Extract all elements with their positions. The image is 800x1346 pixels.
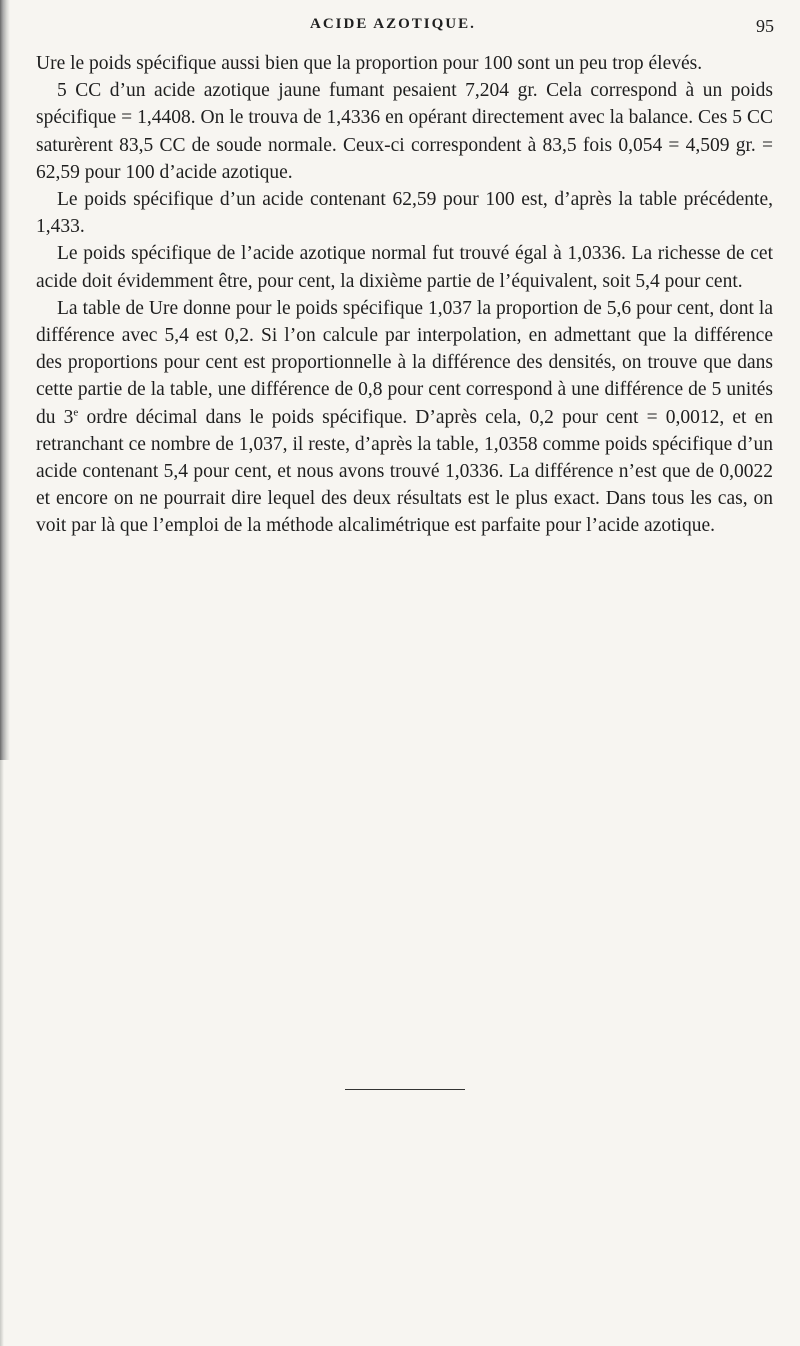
paragraph-5: [36, 295, 773, 540]
page-header: [0, 16, 800, 46]
page-binding-shadow: [0, 0, 10, 760]
paragraph-3: Le poids spécifique d’un acide contenant 62,59 pour 100 est, d’après la table précédente, 1,433.: [36, 189, 773, 238]
paragraph-2: 5 CC d’un acide azotique jaune fumant pesaient 7,204 gr. Cela correspond à un poids spécifique = 1,4408. On le trouva de 1,4336 en opérant directement avec la balance. Ces 5 CC saturèrent 83,5 CC de soude normale. Ceux-ci correspondent à 83,5 fois 0,054 = 4,509 gr. = 62,59 pour 100 d’acide azotique.: [36, 80, 773, 183]
body-text: [36, 50, 773, 540]
running-title: ACIDE AZOTIQUE.: [310, 16, 476, 32]
paragraph-4: Le poids spécifique de l’acide azotique normal fut trouvé égal à 1,0336. La richesse de cet acide doit évidemment être, pour cent, la dixième partie de l’équivalent, soit 5,4 pour cent.: [36, 243, 773, 292]
page-binding-edge: [0, 760, 4, 1346]
paragraph-5-text-a: La table de Ure donne pour le poids spécifique 1,037 la proportion de 5,6 pour cent, dont la différence avec 5,4 est 0,2. Si l’on calcule par interpolation, en admettant que la différence des proportions pour cent est proportionnelle à la différence des densités, on trouve que dans cette partie de la table, une différence de 0,8 pour cent correspond à une différence de 5 unités du 3: [36, 297, 773, 428]
end-rule: [345, 1089, 465, 1090]
ordinal-superscript: e: [73, 406, 79, 419]
paragraph-1: Ure le poids spécifique aussi bien que la proportion pour 100 sont un peu trop élevés.: [36, 53, 703, 74]
page-number: 95: [756, 16, 774, 36]
paragraph-5-text-b: ordre décimal dans le poids spécifique. D’après cela, 0,2 pour cent = 0,0012, et en retranchant ce nombre de 1,037, il reste, d’après la table, 1,0358 comme poids spécifique d’un acide contenant 5,4 pour cent, et nous avons trouvé 1,0336. La différence n’est que de 0,0022 et encore on ne pourrait dire lequel des deux résultats est le plus exact. Dans tous les cas, on voit par là que l’emploi de la méthode alcalimétrique est parfaite pour l’acide azotique.: [36, 406, 773, 537]
